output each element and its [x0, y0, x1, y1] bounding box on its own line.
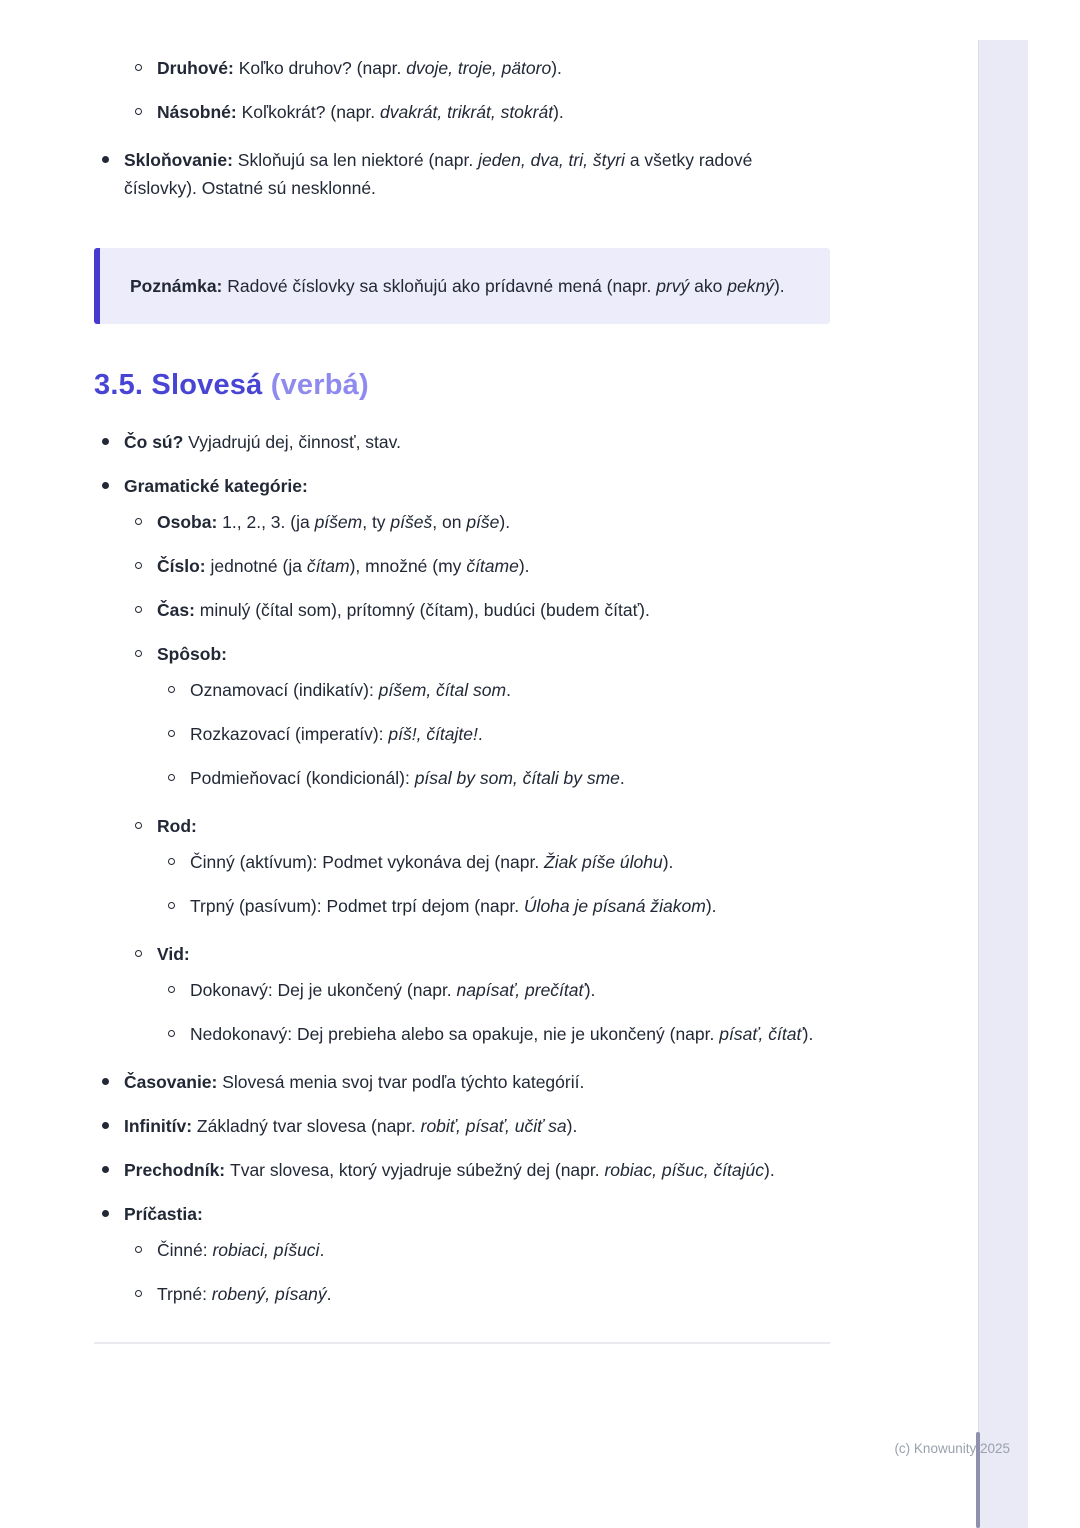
text-segment: čítam	[306, 556, 350, 576]
text-segment: Rod:	[157, 816, 197, 836]
text-segment: ).	[551, 58, 562, 78]
list-item	[94, 1064, 830, 1096]
text-segment: Úloha je písaná žiakom	[523, 896, 706, 916]
text-segment: Žiak píše úlohu	[544, 852, 663, 872]
text-segment: píšem, čítal som	[378, 680, 507, 700]
text-segment: robený, písaný	[211, 1284, 327, 1304]
text-segment: , on	[432, 512, 467, 532]
text-segment: píše	[466, 512, 500, 532]
text-segment: Číslo:	[157, 556, 211, 576]
list-section-main	[94, 428, 830, 1308]
text-segment: dvoje, troje, pätoro	[406, 58, 552, 78]
list-item-text	[157, 644, 227, 664]
text-segment: robiaci, píšuci	[212, 1240, 320, 1260]
list-item-text	[190, 724, 483, 744]
list-item	[94, 98, 830, 126]
document-content	[94, 54, 830, 1344]
list-item	[94, 1236, 830, 1264]
text-segment: čítame	[466, 556, 519, 576]
list-item	[94, 428, 830, 456]
list-item	[94, 508, 830, 536]
text-segment: ).	[802, 1024, 814, 1044]
text-segment: minulý (čítal som), prítomný (čítam), budúci (budem čítať).	[199, 600, 650, 620]
text-segment: Rozkazovací (imperatív):	[190, 724, 389, 744]
list-item-text	[157, 1240, 324, 1260]
list-item	[94, 596, 830, 624]
text-segment: Oznamovací (indikatív):	[190, 680, 379, 700]
text-segment: a všetky radové číslovky). Ostatné sú nesklonné.	[124, 150, 753, 198]
bullet-circle-icon	[135, 822, 142, 829]
text-segment: ).	[499, 512, 511, 532]
text-segment: Druhové:	[157, 58, 239, 78]
text-segment: Činný (aktívum): Podmet vykonáva dej (napr.	[190, 852, 545, 872]
text-segment: napísať, prečítať	[456, 980, 585, 1000]
note-box	[94, 248, 830, 324]
text-segment: ), množné (my	[349, 556, 467, 576]
text-segment: robiť, písať, učiť sa	[420, 1116, 567, 1136]
list-item-text	[190, 768, 625, 788]
bullet-circle-icon	[168, 730, 175, 737]
list-item-text	[124, 476, 308, 496]
list-item-text	[124, 1160, 775, 1180]
list-item-text	[124, 1204, 203, 1224]
content-divider	[94, 1342, 830, 1344]
text-segment: Vyjadrujú dej, činnosť, stav.	[188, 432, 401, 452]
text-segment: jeden, dva, tri, štyri	[478, 150, 625, 170]
bullet-circle-icon	[135, 650, 142, 657]
list-item	[94, 808, 830, 840]
text-segment: prvý	[656, 276, 690, 296]
text-segment: Radové číslovky sa skloňujú ako prídavné mená (napr.	[227, 276, 657, 296]
list-item	[94, 720, 830, 748]
text-segment: .	[477, 724, 483, 744]
text-segment: píš!, čítajte!	[388, 724, 478, 744]
text-segment: Slovesá menia svoj tvar podľa týchto kategórií.	[222, 1072, 585, 1092]
section-heading-suffix: (verbá)	[262, 369, 369, 401]
bullet-filled-icon	[102, 1078, 109, 1085]
bullet-filled-icon	[102, 1122, 109, 1129]
text-segment: Podmieňovací (kondicionál):	[190, 768, 415, 788]
text-segment: robiac, píšuc, čítajúc	[604, 1160, 765, 1180]
list-item-text	[190, 1024, 813, 1044]
text-segment: Skloňujú sa len niektoré (napr.	[237, 150, 479, 170]
text-segment: Koľko druhov? (napr.	[238, 58, 407, 78]
list-item-text	[157, 816, 197, 836]
list-item-text	[157, 102, 564, 122]
bullet-circle-icon	[168, 686, 175, 693]
text-segment: Infinitív:	[124, 1116, 197, 1136]
bullet-circle-icon	[168, 902, 175, 909]
list-item-text	[157, 58, 562, 78]
bullet-filled-icon	[102, 438, 109, 445]
text-segment: Príčastia:	[124, 1204, 203, 1224]
text-segment: ).	[518, 556, 530, 576]
text-segment: pekný	[727, 276, 774, 296]
list-item	[94, 640, 830, 668]
text-segment: Nedokonavý: Dej prebieha alebo sa opakuje, nie je ukončený (napr.	[190, 1024, 720, 1044]
list-item	[94, 1112, 830, 1140]
list-item	[94, 142, 830, 202]
list-item	[94, 848, 830, 876]
bullet-circle-icon	[135, 518, 142, 525]
scrollbar-track[interactable]	[978, 40, 1028, 1528]
text-segment: Poznámka:	[130, 276, 228, 296]
list-item	[94, 1280, 830, 1308]
list-item-text	[190, 980, 595, 1000]
text-segment: Čas:	[157, 600, 200, 620]
text-segment: .	[326, 1284, 332, 1304]
text-segment: ).	[773, 276, 785, 296]
list-item-text	[190, 852, 673, 872]
list-section-top	[94, 54, 830, 202]
text-segment: Časovanie:	[124, 1072, 223, 1092]
text-segment: Prechodník:	[124, 1160, 230, 1180]
list-item	[94, 976, 830, 1004]
list-item-text	[157, 1284, 331, 1304]
list-item	[94, 472, 830, 500]
bullet-circle-icon	[135, 562, 142, 569]
text-segment: 1., 2., 3. (ja	[222, 512, 315, 532]
text-segment: .	[319, 1240, 325, 1260]
list-item	[94, 552, 830, 580]
section-heading	[94, 368, 830, 402]
section-heading-number-title: 3.5. Slovesá	[94, 369, 263, 401]
list-item	[94, 764, 830, 792]
text-segment: Trpné:	[157, 1284, 212, 1304]
text-segment: píšem	[314, 512, 363, 532]
list-item-text	[190, 896, 717, 916]
text-segment: Spôsob:	[157, 644, 227, 664]
text-segment: Čo sú?	[124, 432, 189, 452]
text-segment: ).	[566, 1116, 578, 1136]
text-segment: písal by som, čítali by sme	[414, 768, 620, 788]
text-segment: píšeš	[390, 512, 433, 532]
text-segment: Základný tvar slovesa (napr.	[196, 1116, 421, 1136]
list-item-text	[124, 1116, 577, 1136]
text-segment: ).	[705, 896, 717, 916]
bullet-circle-icon	[135, 1246, 142, 1253]
text-segment: ).	[584, 980, 596, 1000]
bullet-circle-icon	[135, 64, 142, 71]
list-item	[94, 1156, 830, 1184]
text-segment: jednotné (ja	[210, 556, 307, 576]
text-segment: Gramatické kategórie:	[124, 476, 308, 496]
bullet-circle-icon	[135, 108, 142, 115]
footer-credit: (c) Knowunity 2025	[894, 1441, 1010, 1456]
text-segment: písať, čítať	[719, 1024, 803, 1044]
list-item-text	[157, 556, 530, 576]
note-text	[130, 272, 800, 300]
list-item	[94, 1200, 830, 1228]
list-item-text	[157, 600, 650, 620]
bullet-filled-icon	[102, 156, 109, 163]
bullet-circle-icon	[135, 1290, 142, 1297]
list-item-text	[190, 680, 511, 700]
text-segment: Trpný (pasívum): Podmet trpí dejom (napr.	[190, 896, 524, 916]
text-segment: Tvar slovesa, ktorý vyjadruje súbežný dej (napr.	[230, 1160, 605, 1180]
bullet-filled-icon	[102, 482, 109, 489]
list-item	[94, 676, 830, 704]
text-segment: .	[619, 768, 625, 788]
text-segment: ).	[764, 1160, 775, 1180]
list-item-text	[124, 1072, 584, 1092]
text-segment: Dokonavý: Dej je ukončený (napr.	[190, 980, 457, 1000]
list-item-text	[157, 944, 190, 964]
bullet-circle-icon	[135, 950, 142, 957]
text-segment: ako	[689, 276, 728, 296]
bullet-circle-icon	[168, 858, 175, 865]
bullet-circle-icon	[135, 606, 142, 613]
text-segment: Vid:	[157, 944, 190, 964]
text-segment: Činné:	[157, 1240, 213, 1260]
list-item-text	[157, 512, 510, 532]
text-segment: dvakrát, trikrát, stokrát	[379, 102, 554, 122]
list-item	[94, 892, 830, 920]
bullet-circle-icon	[168, 986, 175, 993]
text-segment: Osoba:	[157, 512, 223, 532]
bullet-filled-icon	[102, 1210, 109, 1217]
list-item	[94, 936, 830, 968]
text-segment: ).	[662, 852, 674, 872]
bullet-filled-icon	[102, 1166, 109, 1173]
bullet-circle-icon	[168, 1030, 175, 1037]
text-segment: .	[506, 680, 511, 700]
text-segment: Koľkokrát? (napr.	[241, 102, 380, 122]
text-segment: ).	[553, 102, 564, 122]
bullet-circle-icon	[168, 774, 175, 781]
text-segment: Skloňovanie:	[124, 150, 238, 170]
list-item-text	[124, 150, 752, 198]
list-item	[94, 54, 830, 82]
text-segment: Násobné:	[157, 102, 242, 122]
list-item-text	[124, 432, 401, 452]
list-item	[94, 1020, 830, 1048]
text-segment: , ty	[362, 512, 391, 532]
